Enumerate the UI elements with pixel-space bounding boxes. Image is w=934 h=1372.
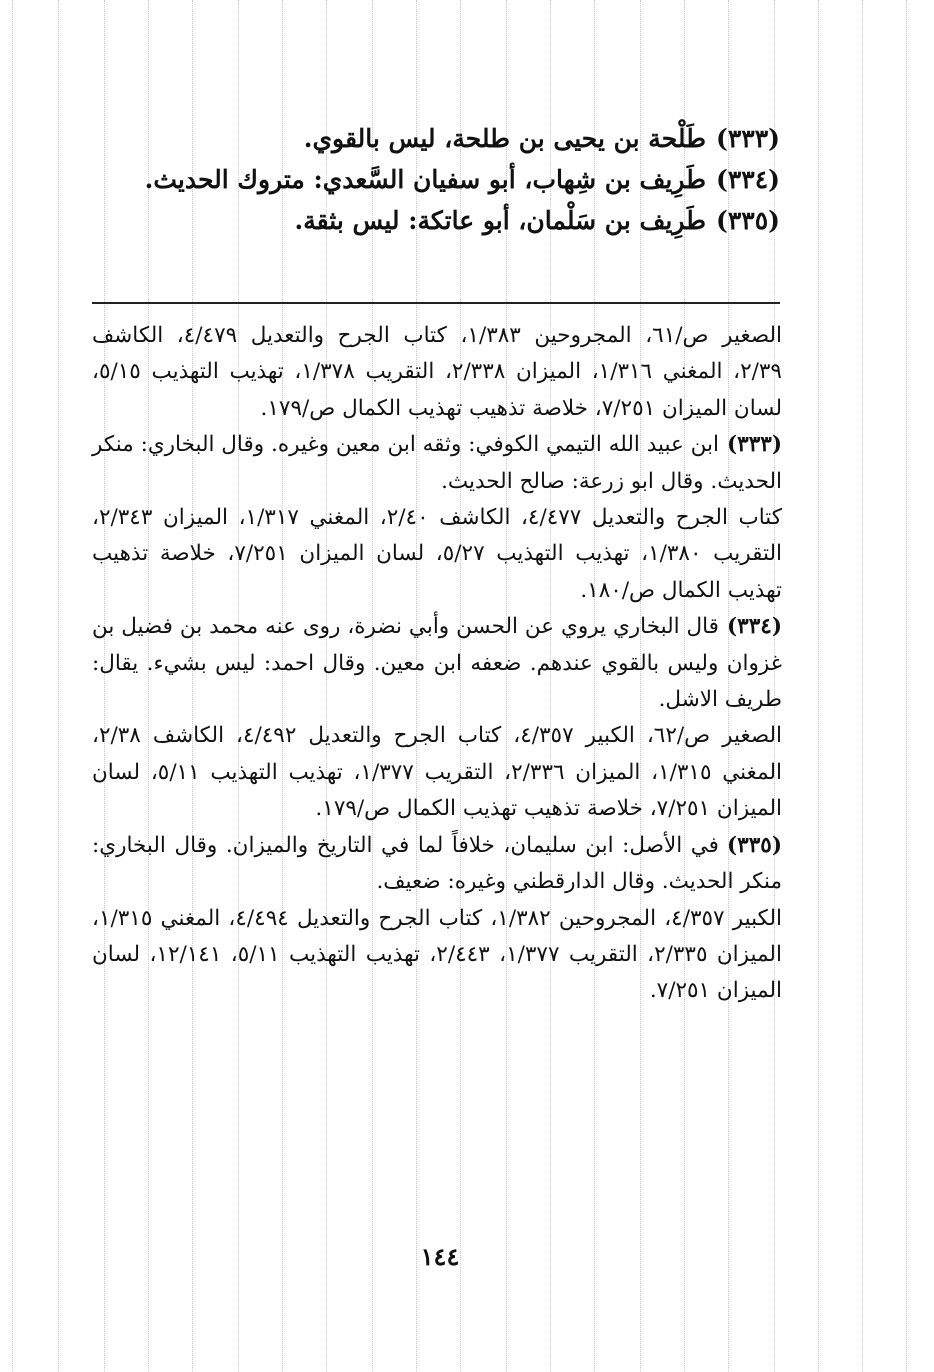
- biography-entries: [120, 118, 780, 241]
- footnote-text: في الأصل: ابن سليمان، خلافاً لما في التاريخ والميزان. وقال البخاري: منكر الحديث. وقال الدارقطني وغيره: ضعيف.: [92, 832, 782, 895]
- footnote-number: (٣٣٣): [726, 432, 782, 458]
- scan-guide-line: [862, 0, 863, 1372]
- footnote-text: الكبير ٤/٣٥٧، المجروحين ١/٣٨٢، كتاب الجرح والتعديل ٤/٤٩٤، المغني ١/٣١٥، الميزان ٢/٣٣٥، التقريب ١/٣٧٧، ٢/٤٤٣، تهذيب التهذيب ٥/١١، ١٢/١٤١، لسان الميزان ٧/٢٥١.: [92, 905, 782, 1004]
- entry-333: [120, 118, 780, 159]
- entry-text: طَرِيف بن شِهاب، أبو سفيان السَّعدي: متروك الحديث.: [144, 165, 707, 194]
- scan-guide-line: [818, 0, 819, 1372]
- footnote-sources: [92, 500, 782, 609]
- footnote-334: [92, 609, 782, 718]
- footnote-sources: [92, 318, 782, 427]
- footnote-text: ابن عبيد الله التيمي الكوفي: وثقه ابن معين وغيره. وقال البخاري: منكر الحديث. وقال ابو زرعة: صالح الحديث.: [92, 432, 782, 494]
- entry-number: (٣٣٥): [716, 206, 780, 235]
- footnote-number: (٣٣٤): [726, 614, 782, 640]
- footnote-text: كتاب الجرح والتعديل ٤/٤٧٧، الكاشف ٢/٤٠، المغني ١/٣١٧، الميزان ٢/٣٤٣، التقريب ١/٣٨٠، تهذيب التهذيب ٥/٢٧، لسان الميزان ٧/٢٥١، خلاصة تذهيب تهذيب الكمال ص/١٨٠.: [92, 505, 783, 603]
- entry-number: (٣٣٤): [716, 165, 780, 194]
- entry-334: [120, 159, 780, 200]
- footnote-333: [92, 427, 782, 500]
- footnote-number: (٣٣٥): [726, 832, 782, 858]
- entry-number: (٣٣٣): [716, 124, 780, 153]
- footnote-text: الصغير ص/٦٢، الكبير ٤/٣٥٧، كتاب الجرح والتعديل ٤/٤٩٢، الكاشف ٢/٣٨، المغني ١/٣١٥، الميزان ٢/٣٣٦، التقريب ١/٣٧٧، تهذيب التهذيب ٥/١١، لسان الميزان ٧/٢٥١، خلاصة تذهيب تهذيب الكمال ص/١٧٩.: [92, 723, 782, 822]
- page-number: ١٤٤: [420, 1242, 460, 1271]
- entry-text: طَلْحة بن يحيى بن طلحة، ليس بالقوي.: [303, 124, 707, 153]
- footnote-text: قال البخاري يروي عن الحسن وأبي نضرة، روى عنه محمد بن فضيل بن غزوان وليس بالقوي عندهم. ضعفه ابن معين. وقال احمد: ليس بشيء. يقال: طريف الاشل.: [92, 614, 782, 713]
- scan-guide-line: [58, 0, 59, 1372]
- footnote-text: الصغير ص/٦١، المجروحين ١/٣٨٣، كتاب الجرح والتعديل ٤/٤٧٩، الكاشف ٢/٣٩، المغني ١/٣١٦، الميزان ٢/٣٣٨، التقريب ١/٣٧٨، تهذيب التهذيب ٥/١٥، لسان الميزان ٧/٢٥١، خلاصة تذهيب تهذيب الكمال ص/١٧٩.: [92, 323, 782, 421]
- scan-guide-line: [906, 0, 907, 1372]
- footnotes: [92, 318, 782, 1010]
- footnote-335: [92, 828, 782, 901]
- footnote-sources: [92, 901, 782, 1010]
- footnote-sources: [92, 718, 782, 827]
- entry-335: [120, 200, 780, 241]
- scan-guide-line: [12, 0, 13, 1372]
- entry-text: طَرِيف بن سَلْمان، أبو عاتكة: ليس بثقة.: [294, 206, 707, 235]
- footnote-divider: [92, 302, 780, 304]
